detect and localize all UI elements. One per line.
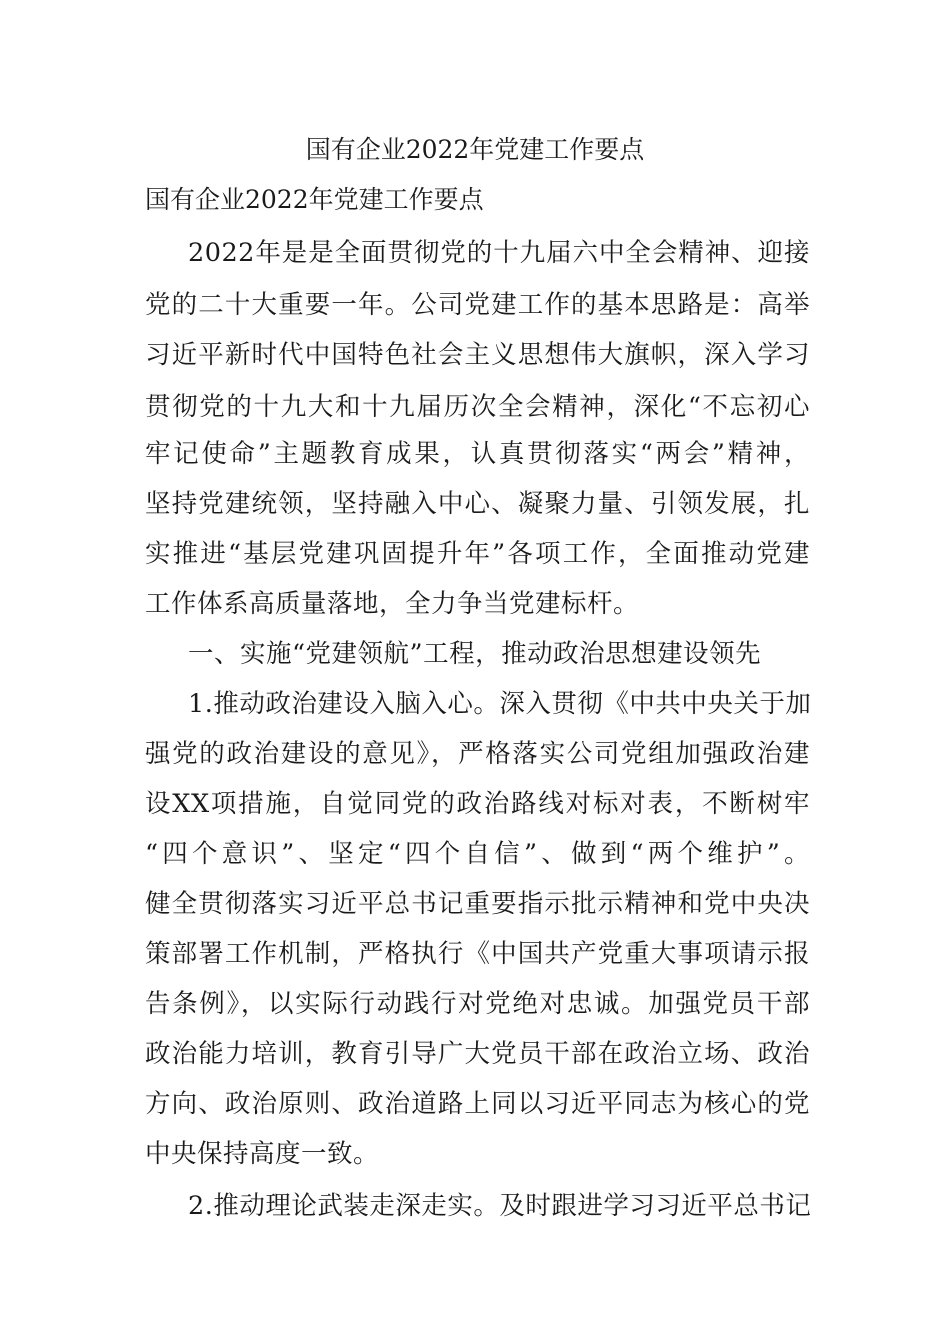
paragraph-line: 政治能力培训，教育引导广大党员干部在政治立场、政治 bbox=[145, 1039, 810, 1069]
paragraph-line: 2022年是是全面贯彻党的十九届六中全会精神、迎接 bbox=[188, 238, 810, 268]
paragraph-line: 工作体系高质量落地，全力争当党建标杆。 bbox=[145, 589, 640, 619]
paragraph-line: 党的二十大重要一年。公司党建工作的基本思路是：高举 bbox=[145, 290, 810, 320]
document-title: 国有企业2022年党建工作要点 bbox=[305, 135, 645, 164]
section-heading: 一、实施“党建领航”工程，推动政治思想建设领先 bbox=[188, 639, 762, 669]
paragraph-line: 习近平新时代中国特色社会主义思想伟大旗帜，深入学习 bbox=[145, 340, 810, 370]
paragraph-line: 实推进“基层党建巩固提升年”各项工作，全面推动党建 bbox=[145, 539, 810, 569]
paragraph-line: 强党的政治建设的意见》，严格落实公司党组加强政治建 bbox=[145, 739, 810, 769]
paragraph-line: 告条例》，以实际行动践行对党绝对忠诚。加强党员干部 bbox=[145, 989, 810, 1019]
paragraph-line: 方向、政治原则、政治道路上同以习近平同志为核心的党 bbox=[145, 1089, 810, 1119]
paragraph-line: 2.推动理论武装走深走实。及时跟进学习习近平总书记 bbox=[188, 1191, 812, 1221]
paragraph-line: 设XX项措施，自觉同党的政治路线对标对表，不断树牢 bbox=[145, 789, 810, 819]
paragraph-line: 牢记使命”主题教育成果，认真贯彻落实“两会”精神， bbox=[145, 439, 810, 469]
paragraph-line: 健全贯彻落实习近平总书记重要指示批示精神和党中央决 bbox=[145, 889, 810, 919]
paragraph-line: 1.推动政治建设入脑入心。深入贯彻《中共中央关于加 bbox=[188, 689, 812, 719]
paragraph-line: 坚持党建统领，坚持融入中心、凝聚力量、引领发展，扎 bbox=[145, 489, 810, 519]
paragraph-line: 贯彻党的十九大和十九届历次全会精神，深化“不忘初心 bbox=[145, 392, 810, 422]
paragraph-line: 中央保持高度一致。 bbox=[145, 1139, 380, 1169]
document-heading: 国有企业2022年党建工作要点 bbox=[145, 185, 484, 214]
paragraph-line: “四个意识”、坚定“四个自信”、做到“两个维护”。 bbox=[145, 839, 810, 869]
paragraph-line: 策部署工作机制，严格执行《中国共产党重大事项请示报 bbox=[145, 939, 810, 969]
